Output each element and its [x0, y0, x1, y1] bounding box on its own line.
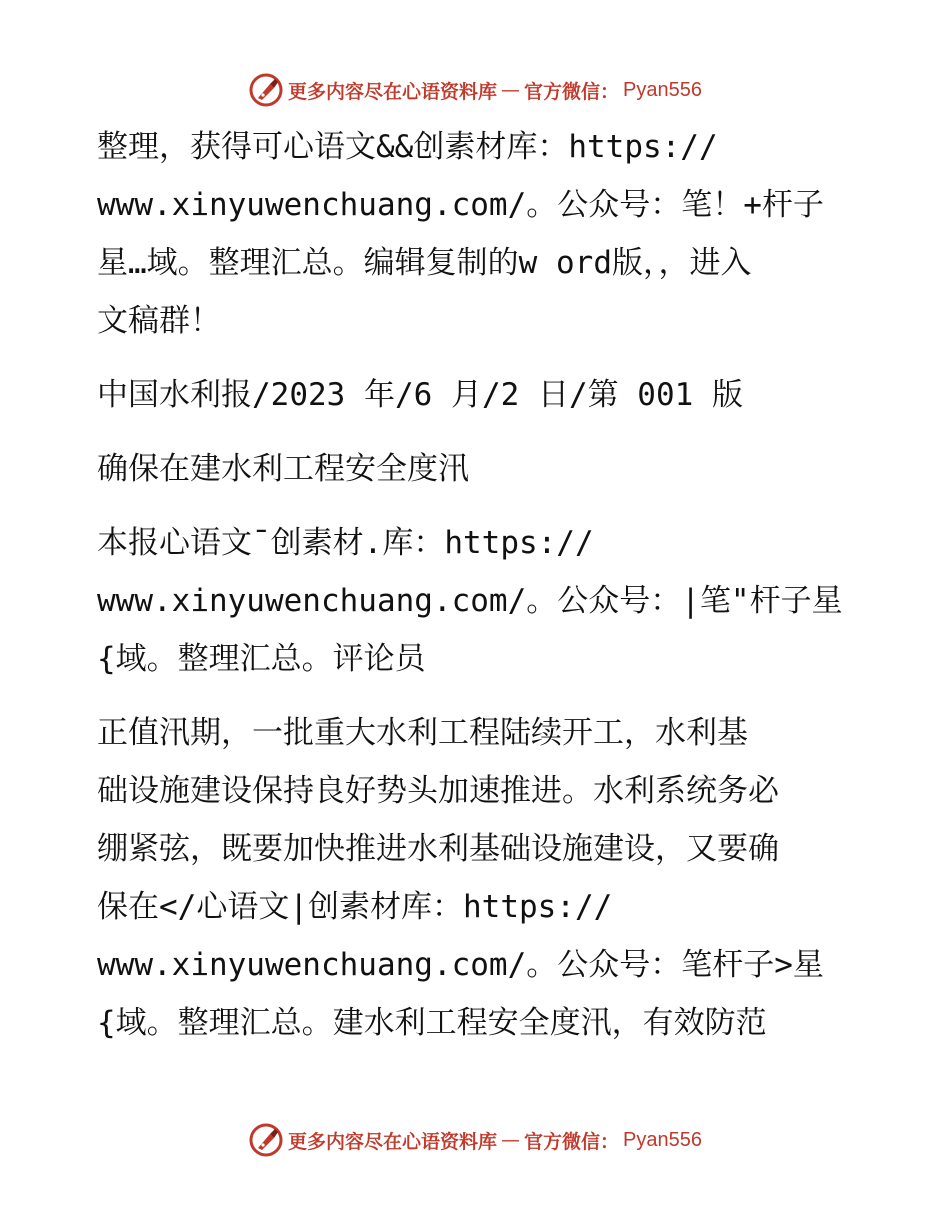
footer-wechat-label: 官方微信：	[524, 1130, 620, 1153]
intro-paragraph	[97, 118, 857, 350]
byline-paragraph	[97, 514, 857, 688]
text-line: 保在</心语文|创素材库：https://	[97, 889, 613, 925]
header-banner-content	[248, 72, 702, 108]
text-line: {域。整理汇总。建水利工程安全度汛，有效防范	[97, 1005, 767, 1041]
footer-banner-text: 更多内容尽在心语资料库	[288, 1130, 498, 1153]
text-line: 本报心语文¯创素材.库：https://	[97, 525, 594, 561]
pen-nib-logo-icon	[248, 1122, 284, 1158]
pen-nib-logo-icon	[248, 72, 284, 108]
text-line: 星…域。整理汇总。编辑复制的w ord版，，进入	[97, 245, 752, 281]
article-paragraph	[97, 704, 857, 1052]
header-banner-separator: —	[501, 79, 521, 101]
text-line: 文稿群！	[97, 303, 221, 339]
text-line: 础设施建设保持良好势头加速推进。水利系统务必	[97, 773, 779, 809]
footer-banner	[0, 1120, 950, 1160]
text-line: www.xinyuwenchuang.com/。公众号：笔！+杆子	[97, 187, 824, 223]
article-headline: 确保在建水利工程安全度汛	[97, 451, 469, 487]
dateline: 中国水利报/2023 年/6 月/2 日/第 001 版	[97, 377, 743, 413]
document-body	[97, 118, 857, 1052]
header-wechat-id: Pyan556	[623, 78, 702, 101]
footer-banner-separator: —	[501, 1129, 521, 1151]
text-line: {域。整理汇总。评论员	[97, 641, 426, 677]
header-wechat-label: 官方微信：	[524, 80, 620, 103]
header-banner	[0, 70, 950, 110]
text-line: 正值汛期，一批重大水利工程陆续开工，水利基	[97, 715, 748, 751]
footer-wechat-id: Pyan556	[623, 1128, 702, 1151]
text-line: 绷紧弦，既要加快推进水利基础设施建设，又要确	[97, 831, 779, 867]
text-line: 整理，获得可心语文&&创素材库：https://	[97, 129, 718, 165]
footer-banner-content	[248, 1122, 702, 1158]
header-banner-text: 更多内容尽在心语资料库	[288, 80, 498, 103]
text-line: www.xinyuwenchuang.com/。公众号：|笔"杆子星	[97, 583, 843, 619]
text-line: www.xinyuwenchuang.com/。公众号：笔杆子>星	[97, 947, 824, 983]
